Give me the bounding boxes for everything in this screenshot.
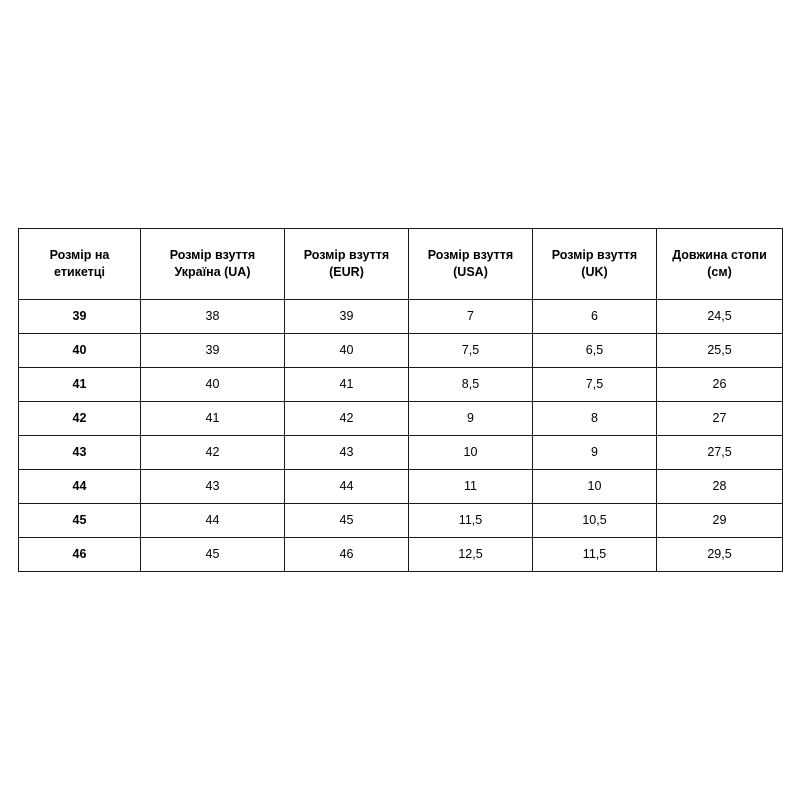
cell-uk-size: 8	[533, 402, 657, 436]
table-row	[19, 504, 783, 538]
cell-label-size: 40	[19, 334, 141, 368]
cell-ua-size: 44	[141, 504, 285, 538]
cell-usa-size: 12,5	[409, 538, 533, 572]
cell-eur-size: 40	[285, 334, 409, 368]
cell-eur-size: 44	[285, 470, 409, 504]
cell-usa-size: 11	[409, 470, 533, 504]
cell-ua-size: 41	[141, 402, 285, 436]
cell-foot-length: 27,5	[657, 436, 783, 470]
cell-uk-size: 6,5	[533, 334, 657, 368]
cell-ua-size: 39	[141, 334, 285, 368]
cell-foot-length: 28	[657, 470, 783, 504]
cell-eur-size: 42	[285, 402, 409, 436]
table-row	[19, 368, 783, 402]
cell-eur-size: 39	[285, 300, 409, 334]
cell-ua-size: 38	[141, 300, 285, 334]
shoe-size-table	[18, 228, 783, 572]
cell-label-size: 45	[19, 504, 141, 538]
column-header-ua-size: Розмір взуття Україна (UA)	[141, 229, 285, 300]
cell-ua-size: 43	[141, 470, 285, 504]
cell-uk-size: 9	[533, 436, 657, 470]
size-chart-sheet	[18, 228, 782, 572]
cell-eur-size: 45	[285, 504, 409, 538]
cell-usa-size: 10	[409, 436, 533, 470]
table-row	[19, 300, 783, 334]
cell-eur-size: 46	[285, 538, 409, 572]
cell-usa-size: 11,5	[409, 504, 533, 538]
cell-ua-size: 40	[141, 368, 285, 402]
cell-uk-size: 6	[533, 300, 657, 334]
cell-uk-size: 10	[533, 470, 657, 504]
table-row	[19, 436, 783, 470]
column-header-foot-length: Довжина стопи (см)	[657, 229, 783, 300]
cell-label-size: 41	[19, 368, 141, 402]
table-row	[19, 402, 783, 436]
cell-foot-length: 29,5	[657, 538, 783, 572]
cell-usa-size: 9	[409, 402, 533, 436]
cell-foot-length: 26	[657, 368, 783, 402]
cell-usa-size: 8,5	[409, 368, 533, 402]
cell-ua-size: 42	[141, 436, 285, 470]
cell-usa-size: 7	[409, 300, 533, 334]
cell-uk-size: 7,5	[533, 368, 657, 402]
cell-uk-size: 10,5	[533, 504, 657, 538]
cell-eur-size: 41	[285, 368, 409, 402]
cell-label-size: 44	[19, 470, 141, 504]
column-header-label-size: Розмір на етикетці	[19, 229, 141, 300]
cell-foot-length: 27	[657, 402, 783, 436]
cell-foot-length: 25,5	[657, 334, 783, 368]
column-header-uk-size: Розмір взуття (UK)	[533, 229, 657, 300]
table-row	[19, 538, 783, 572]
column-header-eur-size: Розмір взуття (EUR)	[285, 229, 409, 300]
cell-label-size: 46	[19, 538, 141, 572]
cell-label-size: 39	[19, 300, 141, 334]
table-row	[19, 334, 783, 368]
cell-foot-length: 24,5	[657, 300, 783, 334]
column-header-usa-size: Розмір взуття (USA)	[409, 229, 533, 300]
cell-uk-size: 11,5	[533, 538, 657, 572]
table-body	[19, 300, 783, 572]
cell-usa-size: 7,5	[409, 334, 533, 368]
cell-label-size: 43	[19, 436, 141, 470]
cell-label-size: 42	[19, 402, 141, 436]
table-row	[19, 470, 783, 504]
cell-eur-size: 43	[285, 436, 409, 470]
cell-ua-size: 45	[141, 538, 285, 572]
table-header-row	[19, 229, 783, 300]
table-header	[19, 229, 783, 300]
cell-foot-length: 29	[657, 504, 783, 538]
